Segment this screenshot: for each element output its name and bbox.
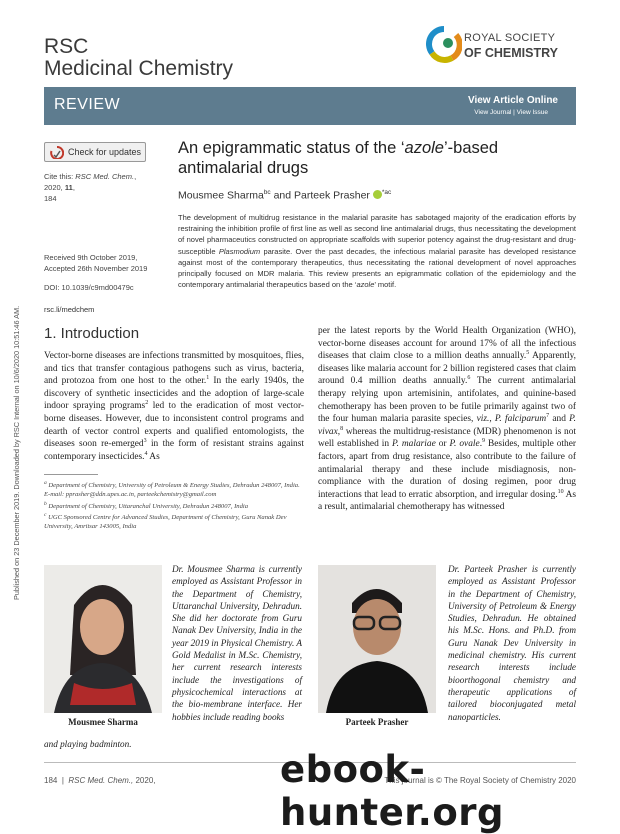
- author-name[interactable]: Parteek Prasher: [294, 189, 370, 202]
- received-dates: Received 9th October 2019, Accepted 26th November 2019: [44, 253, 148, 273]
- author-photo-caption: Mousmee Sharma: [68, 717, 138, 727]
- rsc-logo-icon: [426, 25, 462, 65]
- update-check-icon: [50, 146, 64, 159]
- journal-name-line2: Medicinal Chemistry: [44, 57, 234, 80]
- journal-site-link[interactable]: rsc.li/medchem: [44, 305, 95, 314]
- page-number: 184: [44, 776, 58, 785]
- author-list: Mousmee Sharma$^{bc}$ and Parteek Prasher $^{*ac}$: [178, 189, 392, 202]
- author-photo: [44, 565, 162, 713]
- citation: Cite this: RSC Med. Chem., 2020, 11, 184: [44, 172, 137, 203]
- author-biography-continued: and playing badminton.: [44, 739, 132, 749]
- journal-name: [44, 36, 233, 79]
- check-for-updates-button[interactable]: Check for updates: [44, 142, 146, 162]
- author-biography: Dr. Parteek Prasher is currently employed as Assistant Professor in the Department of Chemistry, University of Petroleum & Energy Studies, Dehradun. He obtained his M.Sc. Hons. and Ph.D. from Guru Nanak Dev University in medicinal chemistry. His current research interests include bioorthogonal chemistry and therapeutic applications of tailored bioconjugated metal nanoparticles.: [448, 564, 576, 722]
- section-label: REVIEW: [54, 96, 121, 113]
- author-name[interactable]: Mousmee Sharma: [178, 189, 264, 202]
- intro-column-right: per the latest reports by the World Health Organization (WHO), vector-borne diseases account for around 17% of all the infectious diseases that claim close to a million deaths annually.$^5$ Apparently, diseases like malaria account for 2 billion registered cases that claim around 0.4 million deaths annually.$^6$ The current antimalarial therapy relying upon artemisinin, antifolates, and quinine-based chemotherapy has been proven to be futile primarily against two of the four human malaria parasite species, viz., P. falciparum$^7$ and P. vivax,$^8$ whereas the multidrug-resistance (MDR) phenomenon is not well established in P. malariae or P. ovale.$^9$ Besides, multiple other factors, apart from drug resistance, also contribute to the failure of antimalarial therapy and these include misdiagnosis, non-compliance with the duration of dosing regimen, poor drug interactions that lead to erratic absorption, and irregular dosing.$^{10}$ As a result, antimalarial chemotherapy has witnessed: [318, 326, 576, 513]
- article-title: An epigrammatic status of the ‘azole’-based antimalarial drugs: [178, 139, 499, 177]
- footnote-divider: [44, 474, 98, 475]
- rsc-logo[interactable]: [426, 25, 576, 69]
- author-photo: [318, 565, 436, 713]
- author-biography: Dr. Mousmee Sharma is currently employed as Assistant Professor in the Department of Chemistry, Uttaranchal University, Dehradun. She did her doctorate from Guru Nanak Dev University, India in the year 2019 in Physical Chemistry. A Gold Medalist in M.Sc. Chemistry, her current research interests include the investigations of physicochemical interactions at the bio-membrane interface. Her hobbies include reading books: [172, 564, 302, 722]
- page-footer: 184 | RSC Med. Chem., 2020,: [44, 776, 156, 785]
- abstract: The development of multidrug resistance in the malarial parasite has sabotaged majority of the eradication efforts by restraining the inhibition profile of first line as well as second line antimalarial drugs, thus necessitating the development of novel pharmaceutics constructed on appropriate scaffolds with superior potency against the drug-resistant and drug-susceptible Plasmodium parasite. Over the past decades, the infectious malarial parasite has developed resistance against most of the contemporary therapeutics, thus necessitating the rational development of novel approaches principally focused on MDR malaria. This review presents an epigrammatic collation of the epidemiology and the contemporary antimalarial therapeutics based on the ‘azole’ motif.: [178, 213, 576, 290]
- orcid-icon[interactable]: [373, 190, 382, 199]
- copyright-notice: This journal is © The Royal Society of Chemistry 2020: [384, 776, 576, 785]
- author-photo-caption: Parteek Prasher: [345, 717, 409, 727]
- affiliation-footnotes: $^a$ Department of Chemistry, University of Petroleum & Energy Studies, Dehradun 248007, India. E-mail: pprasher@ddn.upes.ac.in, parteekchemistry@gmail.com $^b$ Department of Chemistry, Uttaranchal University, Dehradun 248007, India $^c$ UGC Sponsored Centre for Advanced Studies, Department of Chemistry, Guru Nanak Dev University, Amritsar 143005, India: [44, 480, 300, 531]
- intro-column-left: Vector-borne diseases are infections transmitted by mosquitoes, flies, and tics that transfer contagious pathogens such as virus, bacteria, and protozoa from one host to the other.$^1$ In the early 1940s, the discovery of synthetic insecticides and the adoption of large-scale indoor spraying programs$^2$ led to the eradication of most vector-borne diseases. However, due to inconsistent control programs and dearth of vector control experts and qualified entomologists, the diseases soon re-emerged$^3$ in the form of resistant strains against contemporary insecticides.$^4$ As: [44, 351, 305, 462]
- journal-name-line1: RSC: [44, 35, 89, 58]
- view-article-online-link[interactable]: View Article Online: [467, 95, 558, 106]
- rsc-logo-line1: ROYAL SOCIETY: [464, 32, 556, 44]
- download-notice: Published on 23 December 2019. Downloaded by RSC Internal on 10/6/2020 10:51:46 AM.: [12, 305, 21, 600]
- watermark: ebook-hunter.org: [280, 748, 504, 834]
- view-journal-issue-links[interactable]: View Journal | View Issue: [474, 109, 548, 116]
- rsc-logo-line2: OF CHEMISTRY: [464, 46, 558, 60]
- doi-link[interactable]: DOI: 10.1039/c9md00479c: [44, 283, 134, 292]
- section-heading: 1. Introduction: [44, 325, 140, 342]
- section-banner: [44, 87, 576, 125]
